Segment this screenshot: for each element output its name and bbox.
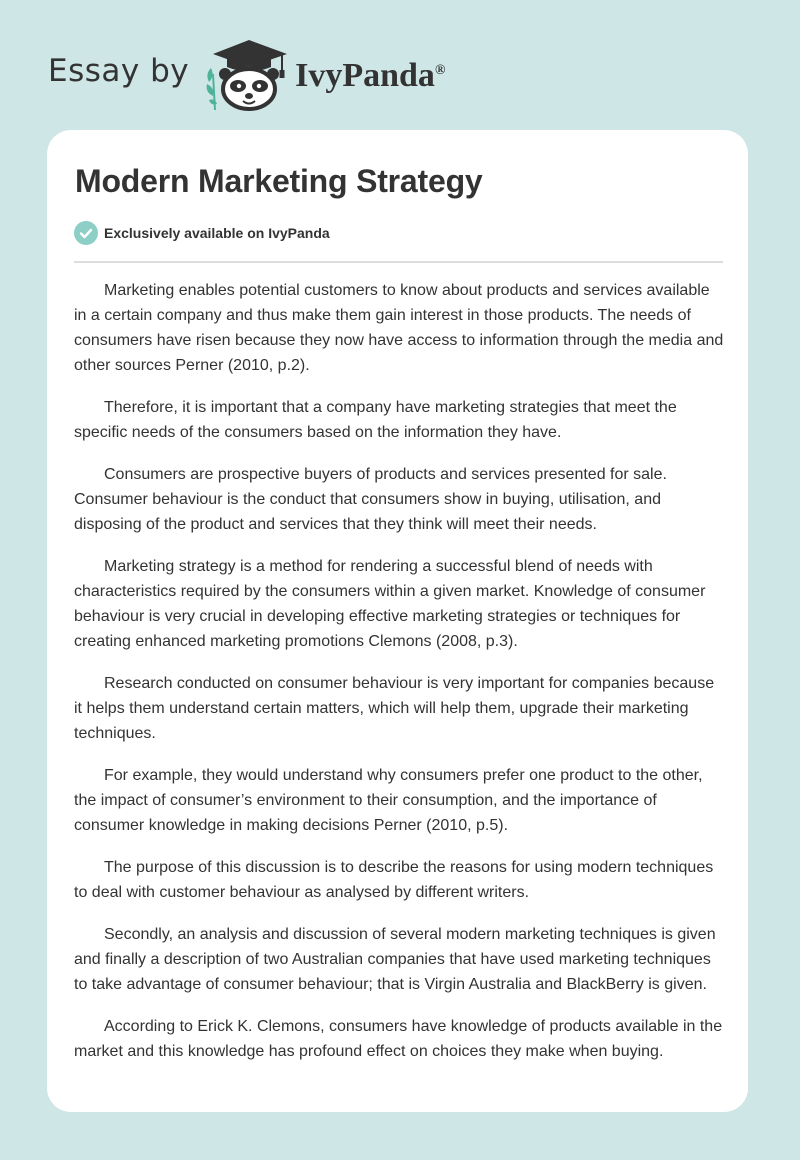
paragraph: Research conducted on consumer behaviour is very important for companies because it helps them understand certain matters, which will help them, upgrade their marketing techniques.: [74, 675, 715, 742]
essay-card: [47, 130, 748, 1112]
essay-by-label: Essay by: [48, 53, 190, 89]
paragraph: According to Erick K. Clemons, consumers have knowledge of products available in the market and this knowledge has profound effect on choices they make when buying.: [74, 1018, 723, 1060]
essay-body: [74, 278, 724, 1081]
paragraph: The purpose of this discussion is to describe the reasons for using modern techniques to deal with customer behaviour as analysed by different writers.: [74, 859, 714, 901]
paragraph: Consumers are prospective buyers of products and services presented for sale. Consumer behaviour is the conduct that consumers show in buying, utilisation, and disposing of the product and services that they think will meet their needs.: [74, 466, 667, 533]
paragraph: Secondly, an analysis and discussion of several modern marketing techniques is given and finally a description of two Australian companies that have used marketing techniques to take advantage of consumer behaviour; that is Virgin Australia and BlackBerry is given.: [74, 926, 716, 993]
paragraph: Marketing strategy is a method for rendering a successful blend of needs with characteristics required by the consumers within a given market. Knowledge of consumer behaviour is very crucial in developing effective marketing strategies or techniques for creating enhanced marketing promotions Clemons (2008, p.3).: [74, 558, 706, 650]
paragraph: Therefore, it is important that a company have marketing strategies that meet the specific needs of the consumers based on the information they have.: [74, 399, 677, 441]
site-header: [48, 34, 445, 114]
page-title: Modern Marketing Strategy: [75, 163, 483, 199]
paragraph: For example, they would understand why consumers prefer one product to the other, the impact of consumer’s environment to their consumption, and the importance of consumer knowledge in making decisions Perner (2010, p.5).: [74, 767, 703, 834]
brand-name[interactable]: [295, 57, 445, 95]
check-circle-icon: [74, 221, 98, 245]
badge-label: Exclusively available on IvyPanda: [104, 225, 330, 241]
paragraph: Marketing enables potential customers to know about products and services available in a certain company and thus make them gain interest in those products. The needs of consumers have risen because they now have access to information through the media and other sources Perner (2010, p.2).: [74, 282, 724, 374]
registered-mark: ®: [434, 63, 446, 78]
exclusive-badge: [74, 221, 330, 245]
panda-graduation-cap-icon[interactable]: [203, 34, 293, 114]
divider: [74, 261, 723, 263]
brand-label: IvyPanda: [295, 57, 435, 94]
